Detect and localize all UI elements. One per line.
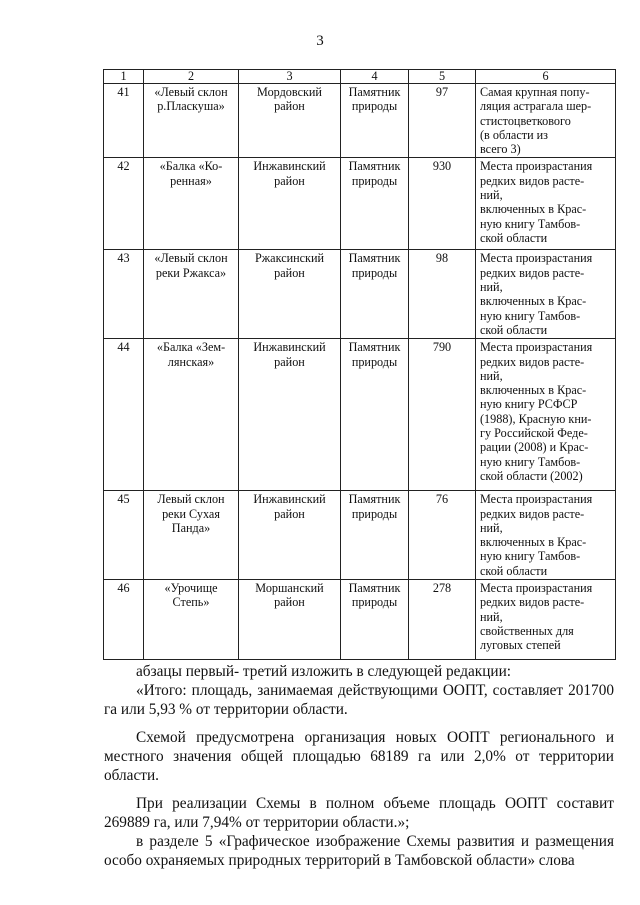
row-number: 42 — [104, 158, 144, 250]
area-name: «Левый склон реки Ржакса» — [144, 250, 239, 339]
reason-line: редких видов расте- — [480, 506, 585, 521]
reason-line: ную книгу Тамбов- — [480, 549, 581, 564]
reason-line: гу Российской Феде- — [480, 426, 588, 441]
reason-line: ляция астрагала шер- — [480, 99, 592, 114]
reason-line: ской области — [480, 230, 548, 245]
table-row — [104, 84, 616, 158]
reason-line: ской области (2002) — [480, 468, 583, 483]
header-cell: 6 — [476, 70, 616, 84]
reason-line: Места произрастания — [480, 340, 593, 355]
area-name: Левый склон реки Сухая Панда» — [144, 491, 239, 580]
reason-line: Места произрастания — [480, 159, 593, 174]
district-name: Моршанский район — [239, 580, 341, 660]
header-cell: 5 — [409, 70, 476, 84]
reason-line: Самая крупная попу- — [480, 85, 590, 99]
area-size: 98 — [409, 250, 476, 339]
reason-line: ную книгу Тамбов- — [480, 308, 581, 323]
district-name: Инжавинский район — [239, 339, 341, 491]
area-category: Памятник природы — [341, 158, 409, 250]
area-size: 278 — [409, 580, 476, 660]
reason-line: рации (2008) и Крас- — [480, 440, 589, 455]
reason-line: включенных в Крас- — [480, 535, 587, 550]
row-number: 41 — [104, 84, 144, 158]
reason-line: включенных в Крас- — [480, 202, 587, 217]
reason-line: Места произрастания — [480, 251, 593, 266]
reason-line: ний, — [480, 280, 503, 295]
area-category: Памятник природы — [341, 339, 409, 491]
district-name: Инжавинский район — [239, 158, 341, 250]
row-number: 46 — [104, 580, 144, 660]
reason-line: ской области — [480, 563, 548, 578]
designation-reason — [476, 158, 616, 250]
paragraph-section-5: в разделе 5 «Графическое изображение Схемы развития и размещения особо охраняемых природных территорий в Тамбовской области» слова — [104, 833, 614, 869]
body-text — [104, 662, 614, 870]
paragraph-intro: абзацы первый- третий изложить в следующей редакции: — [136, 663, 512, 680]
reason-line: свойственных для — [480, 623, 574, 638]
reason-line: ний, — [480, 520, 503, 535]
area-name: «Балка «Ко-ренная» — [144, 158, 239, 250]
designation-reason — [476, 491, 616, 580]
reason-line: ную книгу РСФСР — [480, 397, 578, 412]
area-name: «Балка «Зем-лянская» — [144, 339, 239, 491]
area-category: Памятник природы — [341, 491, 409, 580]
row-number: 43 — [104, 250, 144, 339]
area-category: Памятник природы — [341, 250, 409, 339]
header-cell: 3 — [239, 70, 341, 84]
area-category: Памятник природы — [341, 84, 409, 158]
reason-line: стистоцветкового — [480, 113, 571, 128]
row-number: 44 — [104, 339, 144, 491]
reason-line: редких видов расте- — [480, 595, 585, 610]
area-name: «Урочище Степь» — [144, 580, 239, 660]
reason-line: (1988), Красную кни- — [480, 411, 592, 426]
designation-reason — [476, 250, 616, 339]
reason-line: ную книгу Тамбов- — [480, 454, 581, 469]
reason-line: луговых степей — [480, 638, 561, 653]
paragraph-new-areas: Схемой предусмотрена организация новых ООПТ регионального и местного значения общей площадью 68189 га или 2,0% от территории области. — [104, 729, 614, 784]
reason-line: всего 3) — [480, 142, 521, 157]
area-name: «Левый склон р.Пласкуша» — [144, 84, 239, 158]
designation-reason — [476, 580, 616, 660]
reason-line: Места произрастания — [480, 581, 593, 596]
paragraph-full-implementation: При реализации Схемы в полном объеме площадь ООПТ составит 269889 га, или 7,94% от территории области.»; — [104, 795, 614, 831]
header-cell: 1 — [104, 70, 144, 84]
area-category: Памятник природы — [341, 580, 409, 660]
reason-line: включенных в Крас- — [480, 383, 587, 398]
reason-line: ний, — [480, 609, 503, 624]
reason-line: редких видов расте- — [480, 354, 585, 369]
table-row — [104, 339, 616, 491]
table-row — [104, 158, 616, 250]
table-row — [104, 580, 616, 660]
district-name: Инжавинский район — [239, 491, 341, 580]
table-header-row — [104, 70, 616, 84]
area-size: 930 — [409, 158, 476, 250]
designation-reason — [476, 339, 616, 491]
table-row — [104, 250, 616, 339]
district-name: Мордовский район — [239, 84, 341, 158]
designation-reason — [476, 84, 616, 158]
reason-line: редких видов расте- — [480, 265, 585, 280]
district-name: Ржаксинский район — [239, 250, 341, 339]
area-size: 97 — [409, 84, 476, 158]
reason-line: редких видов расте- — [480, 173, 585, 188]
table-row — [104, 491, 616, 580]
area-size: 790 — [409, 339, 476, 491]
reason-line: включенных в Крас- — [480, 294, 587, 309]
reason-line: ской области — [480, 322, 548, 337]
paragraph-total: «Итого: площадь, занимаемая действующими ООПТ, составляет 201700 га или 5,93 % от территории области. — [104, 682, 614, 718]
protected-areas-table — [103, 69, 616, 660]
reason-line: Места произрастания — [480, 492, 593, 507]
page-number: 3 — [316, 33, 324, 49]
row-number: 45 — [104, 491, 144, 580]
reason-line: (в области из — [480, 127, 548, 142]
area-size: 76 — [409, 491, 476, 580]
reason-line: ний, — [480, 368, 503, 383]
header-cell: 2 — [144, 70, 239, 84]
reason-line: ную книгу Тамбов- — [480, 216, 581, 231]
header-cell: 4 — [341, 70, 409, 84]
reason-line: ний, — [480, 188, 503, 203]
